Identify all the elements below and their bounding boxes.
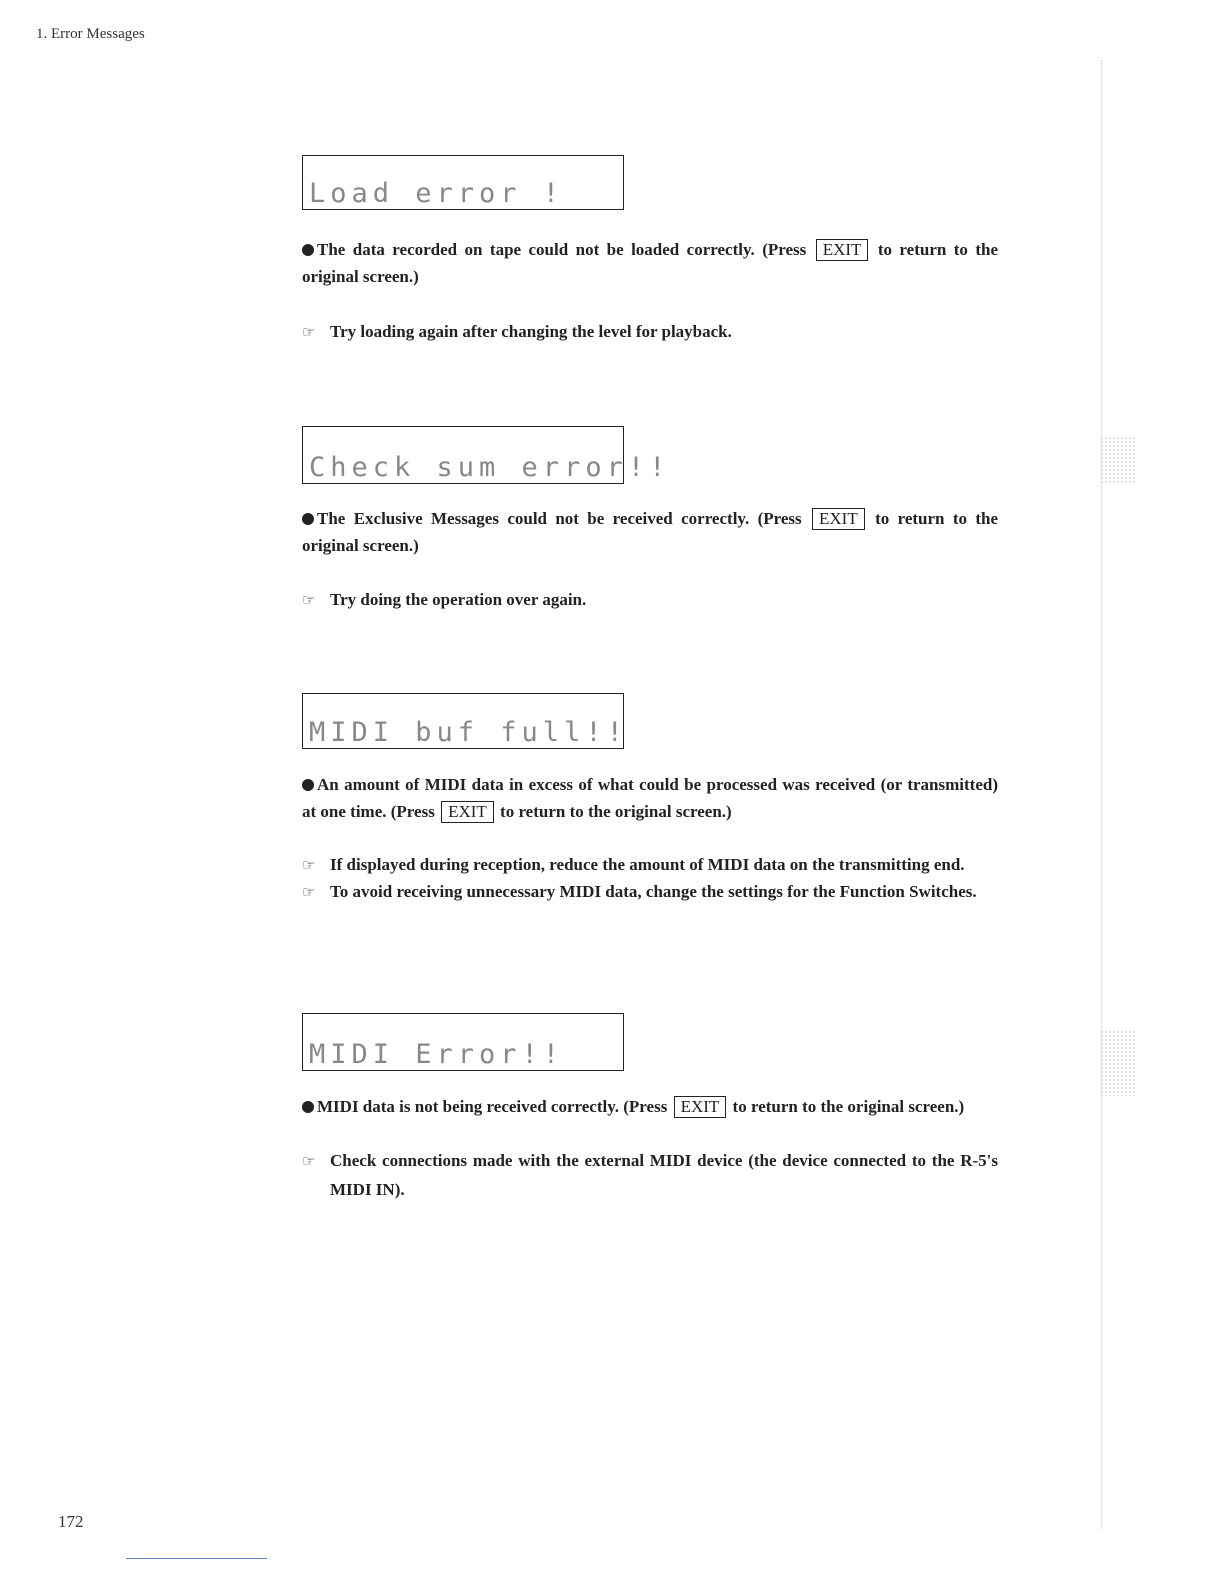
hint-item: ☞ Check connections made with the external MIDI device (the device connected to the R-5's MIDI IN). — [302, 1151, 998, 1199]
page-number: 172 — [58, 1512, 84, 1531]
bullet-icon — [302, 779, 314, 791]
lcd-display-load-error — [302, 155, 624, 210]
pointing-hand-icon: ☞ — [302, 885, 316, 901]
pointing-hand-icon: ☞ — [302, 593, 316, 609]
exit-key-label: EXIT — [674, 1096, 727, 1118]
lcd-text: Check sum error!! — [309, 452, 671, 483]
hint-item: ☞ Try doing the operation over again. — [302, 586, 998, 615]
exit-key-label: EXIT — [812, 508, 865, 530]
scan-speckle — [1100, 1030, 1136, 1096]
bullet-icon — [302, 1101, 314, 1113]
lcd-text: Load error ! — [309, 178, 565, 209]
lcd-text: MIDI Error!! — [309, 1039, 565, 1070]
hint-item: ☞ If displayed during reception, reduce the amount of MIDI data on the transmitting end. — [302, 851, 998, 880]
error-description: The data recorded on tape could not be loaded correctly. (Press EXIT to return to the original screen.) — [302, 240, 998, 286]
error-description: The Exclusive Messages could not be received correctly. (Press EXIT to return to the original screen.) — [302, 509, 999, 555]
lcd-display-check-sum-error — [302, 426, 671, 484]
pointing-hand-icon: ☞ — [302, 858, 316, 874]
section-header: 1. Error Messages — [36, 26, 145, 42]
error-description: MIDI data is not being received correctly. (Press EXIT to return to the original screen.) — [302, 1093, 998, 1120]
lcd-text: MIDI buf full!! — [309, 717, 628, 748]
footer-divider — [126, 1558, 267, 1559]
scan-speckle — [1100, 436, 1136, 484]
lcd-display-midi-error — [302, 1013, 624, 1071]
pointing-hand-icon: ☞ — [302, 1154, 316, 1170]
exit-key-label: EXIT — [816, 239, 869, 261]
margin-rule — [1101, 60, 1102, 1530]
exit-key-label: EXIT — [441, 801, 494, 823]
bullet-icon — [302, 513, 314, 525]
bullet-icon — [302, 244, 314, 256]
hint-item: ☞ To avoid receiving unnecessary MIDI data, change the settings for the Function Switches. — [302, 878, 998, 907]
error-description: An amount of MIDI data in excess of what could be processed was received (or transmitted) at one time. (Press EXIT to return to the original screen.) — [302, 775, 998, 821]
lcd-display-midi-buf-full — [302, 693, 628, 749]
pointing-hand-icon: ☞ — [302, 325, 316, 341]
hint-item: ☞ Try loading again after changing the level for playback. — [302, 318, 998, 347]
